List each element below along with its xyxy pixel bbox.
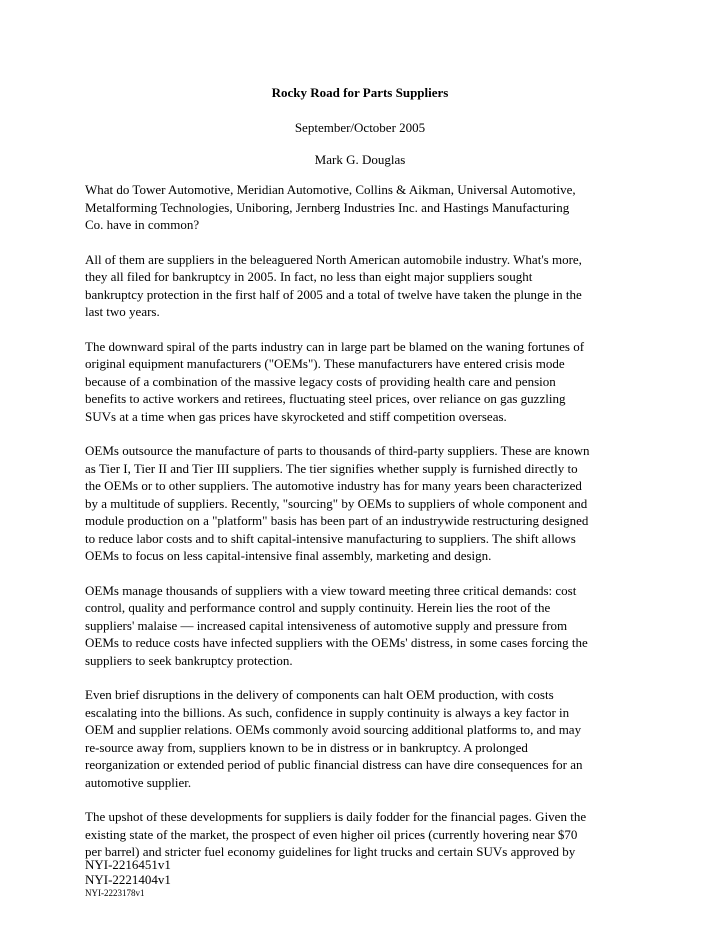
paragraph-1 (85, 181, 641, 234)
text-line: The upshot of these developments for suppliers is daily fodder for the financial pages. Given the (85, 809, 587, 824)
paragraph-7 (85, 808, 641, 861)
text-line: last two years. (85, 304, 160, 319)
paragraph-4 (85, 442, 641, 565)
text-line: reorganization or extended period of public financial distress can have dire consequences for an (85, 757, 583, 772)
footer-doc-id: NYI-2216451v1 (85, 857, 171, 872)
text-line: because of a combination of the massive legacy costs of providing health care and pension (85, 373, 556, 389)
text-line: existing state of the market, the prospect of even higher oil prices (currently hovering near $70 (85, 826, 578, 842)
document-author: Mark G. Douglas (314, 152, 406, 167)
document-footer (85, 857, 171, 899)
text-line: bankruptcy protection in the first half of 2005 and a total of twelve have taken the plunge in the (85, 286, 582, 302)
text-line: Even brief disruptions in the delivery of components can halt OEM production, with costs (85, 687, 554, 702)
text-line: benefits to active workers and retirees, fluctuating steel prices, over reliance on gas guzzling (85, 391, 566, 406)
text-line: suppliers to seek bankruptcy protection. (85, 652, 293, 668)
text-line: Co. have in common? (85, 217, 200, 232)
text-line: OEMs to reduce costs have infected suppliers with the OEMs' distress, in some cases forcing the (85, 635, 588, 650)
text-line: to reduce labor costs and to shift capital-intensive manufacturing to suppliers. The shift allows (85, 530, 576, 546)
text-line: original equipment manufacturers ("OEMs"). These manufacturers have entered crisis mode (85, 356, 565, 371)
text-line: All of them are suppliers in the beleaguered North American automobile industry. What's more, (85, 251, 582, 267)
text-line: The downward spiral of the parts industry can in large part be blamed on the waning fortunes of (85, 338, 585, 354)
text-line: SUVs at a time when gas prices have skyrocketed and stiff competition overseas. (85, 408, 507, 424)
paragraph-3 (85, 338, 641, 426)
paragraph-5 (85, 582, 641, 670)
text-line: module production on a "platform" basis has been part of an industrywide restructuring designed (85, 513, 589, 528)
text-line: the OEMs or to other suppliers. The automotive industry has for many years been characterized (85, 478, 582, 493)
document-date: September/October 2005 (294, 120, 426, 135)
footer-doc-id-small: NYI-2223178v1 (85, 888, 145, 898)
text-line: per barrel) and stricter fuel economy guidelines for light trucks and certain SUVs approved by (85, 844, 576, 859)
text-line: control, quality and performance control and supply continuity. Herein lies the root of the (85, 600, 551, 615)
document-title: Rocky Road for Parts Suppliers (271, 85, 449, 100)
text-line: re-source away from, suppliers known to be in distress or in bankruptcy. A prolonged (85, 739, 528, 755)
paragraph-6 (85, 686, 641, 791)
text-line: by a multitude of suppliers. Recently, "sourcing" by OEMs to suppliers of whole component and (85, 495, 588, 511)
text-line: suppliers' malaise — increased capital intensiveness of automotive supply and pressure from (85, 617, 568, 633)
text-line: Metalforming Technologies, Uniboring, Jernberg Industries Inc. and Hastings Manufacturing (85, 199, 570, 215)
document-body (85, 181, 641, 878)
text-line: they all filed for bankruptcy in 2005. In fact, no less than eight major suppliers sought (85, 269, 533, 284)
footer-doc-id: NYI-2221404v1 (85, 872, 171, 887)
text-line: automotive supplier. (85, 774, 192, 790)
text-line: OEMs manage thousands of suppliers with a view toward meeting three critical demands: cost (85, 582, 577, 598)
text-line: What do Tower Automotive, Meridian Automotive, Collins & Aikman, Universal Automotive, (85, 182, 576, 197)
paragraph-2 (85, 251, 641, 321)
text-line: OEMs outsource the manufacture of parts to thousands of third-party suppliers. These are known (85, 443, 590, 458)
text-line: OEM and supplier relations. OEMs commonly avoid sourcing additional platforms to, and may (85, 722, 582, 737)
text-line: escalating into the billions. As such, confidence in supply continuity is always a key factor in (85, 704, 570, 720)
text-line: as Tier I, Tier II and Tier III suppliers. The tier signifies whether supply is furnished directly to (85, 460, 578, 476)
text-line: OEMs to focus on less capital-intensive final assembly, marketing and design. (85, 548, 492, 563)
